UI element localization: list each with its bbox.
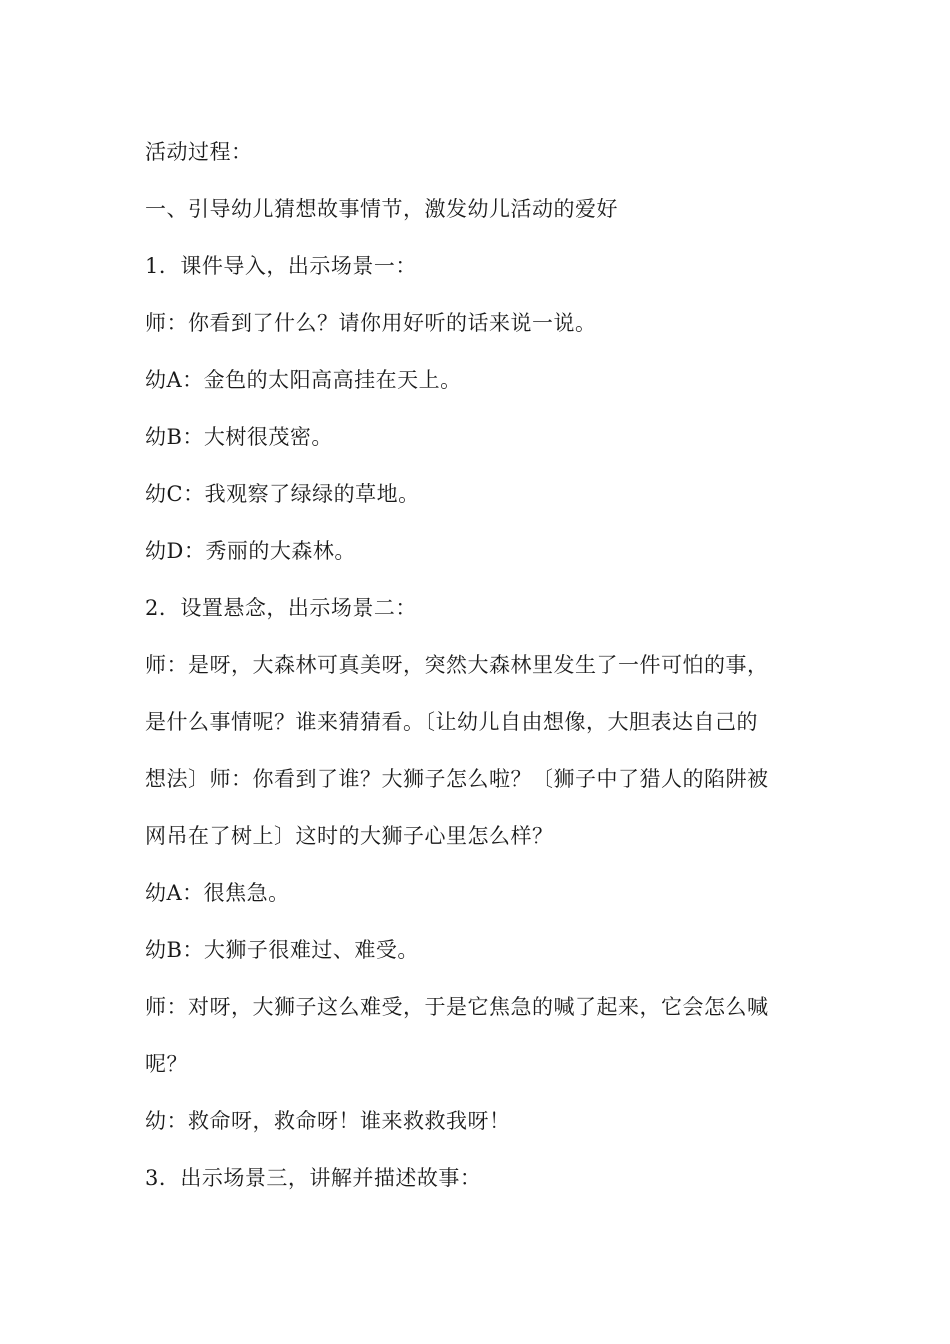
dialogue-line: 师：是呀，大森林可真美呀，突然大森林里发生了一件可怕的事， [145, 653, 769, 677]
paragraph-line: 是什么事情呢？谁来猜猜看。〔让幼儿自由想像，大胆表达自己的 [145, 710, 758, 734]
dialogue-line: 师：你看到了什么？请你用好听的话来说一说。 [145, 311, 597, 335]
dialogue-line: 幼A：金色的太阳高高挂在天上。 [145, 368, 462, 392]
paragraph-line: 网吊在了树上〕这时的大狮子心里怎么样？ [145, 824, 554, 848]
dialogue-line: 幼A：很焦急。 [145, 881, 290, 905]
step-heading: 3．出示场景三，讲解并描述故事： [145, 1166, 482, 1190]
document-body [145, 130, 825, 1213]
dialogue-line: 幼：救命呀，救命呀！谁来救救我呀！ [145, 1109, 511, 1133]
subsection-heading: 一、引导幼儿猜想故事情节，激发幼儿活动的爱好 [145, 197, 618, 221]
paragraph-line: 想法〕师：你看到了谁？大狮子怎么啦？〔狮子中了猎人的陷阱被 [145, 767, 769, 791]
dialogue-line: 幼C：我观察了绿绿的草地。 [145, 482, 420, 506]
paragraph-line: 呢？ [145, 1052, 188, 1076]
section-heading: 活动过程： [145, 140, 253, 164]
dialogue-line: 幼B：大树很茂密。 [145, 425, 333, 449]
dialogue-line: 幼B：大狮子很难过、难受。 [145, 938, 419, 962]
step-heading: 1．课件导入，出示场景一： [145, 254, 417, 278]
dialogue-line: 幼D：秀丽的大森林。 [145, 539, 356, 563]
dialogue-line: 师：对呀，大狮子这么难受，于是它焦急的喊了起来，它会怎么喊 [145, 995, 769, 1019]
step-heading: 2．设置悬念，出示场景二： [145, 596, 417, 620]
